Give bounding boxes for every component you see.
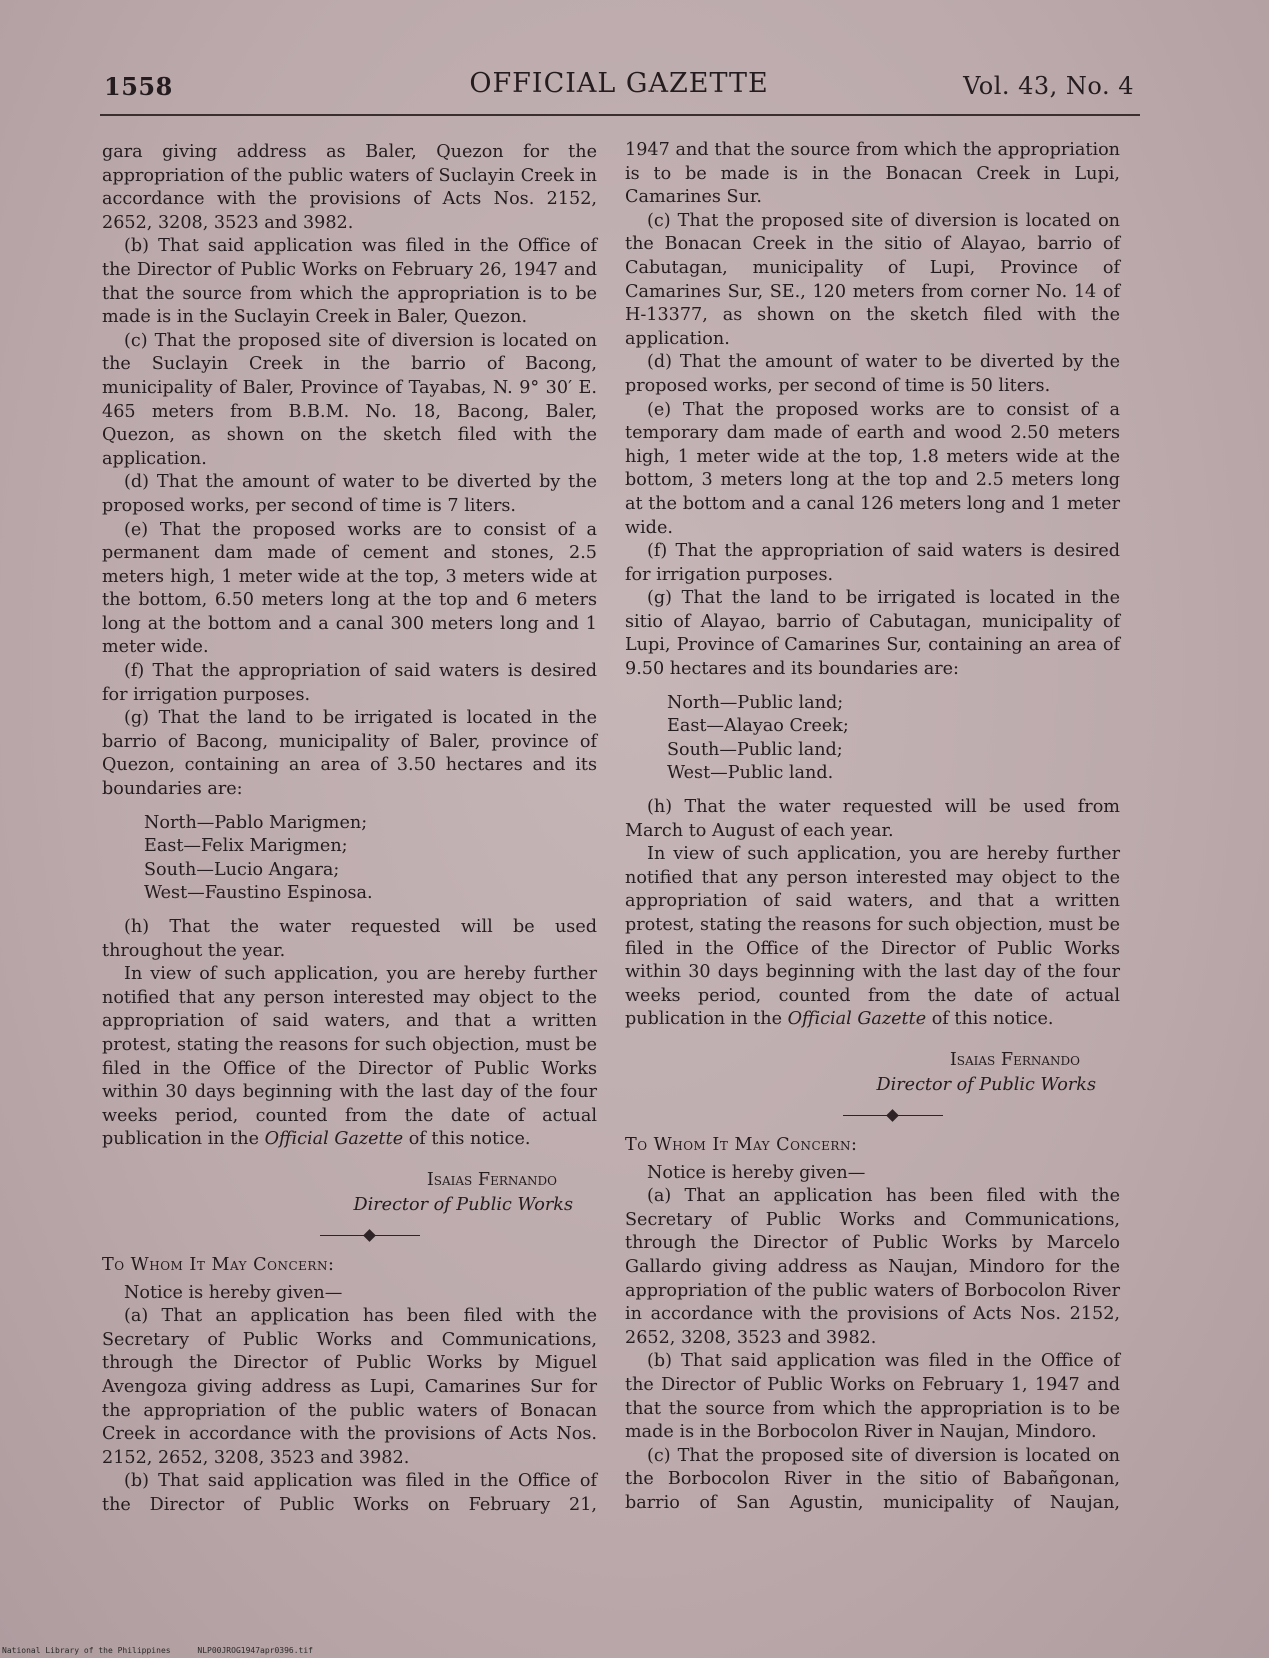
signatory-title: Director of Public Works bbox=[353, 1194, 573, 1215]
paragraph: (e) That the proposed works are to consist of a temporary dam made of earth and wood 2.50 meters high, 1 meter wide at the top, 1.8 meters wide at the bottom, 3 meters long at the top and 2.5 meters long at the bottom and a canal 126 meters long and 1 meter wide. bbox=[625, 399, 1120, 538]
notice-heading: To Whom It May Concern: bbox=[625, 1134, 858, 1155]
boundary-item: South—Public land; bbox=[667, 739, 843, 760]
paragraph: (f) That the appropriation of said waters is desired for irrigation purposes. bbox=[102, 661, 597, 705]
library-credit: National Library of the Philippines bbox=[2, 1646, 171, 1655]
paragraph: (b) That said application was filed in the Office of the Director of Public Works on February 1, 1947 and that the source from which the appropriation is to be made is in the Borbocolon River in Naujan, Mindoro. bbox=[625, 1351, 1120, 1443]
paragraph-text: of this notice. bbox=[403, 1129, 531, 1150]
paragraph: Notice is hereby given— bbox=[124, 1282, 343, 1303]
signatory-name: Isaias Fernando bbox=[426, 1169, 557, 1190]
page-number: 1558 bbox=[104, 72, 173, 101]
paragraph: 1947 and that the source from which the appropriation is to be made is in the Bonacan Creek in Lupi, Camarines Sur. bbox=[625, 140, 1120, 208]
boundary-item: East—Alayao Creek; bbox=[667, 716, 849, 737]
paragraph: (d) That the amount of water to be diverted by the proposed works, per second of time is 50 liters. bbox=[625, 352, 1120, 396]
paragraph: (b) That said application was filed in the Office of the Director of Public Works on February 26, 1947 and that the source from which the appropriation is to be made is in the Suclayin Creek in Baler, Quezon. bbox=[102, 236, 597, 328]
paragraph bbox=[625, 843, 1120, 1032]
boundary-item: West—Faustino Espinosa. bbox=[144, 883, 373, 904]
paragraph: (d) That the amount of water to be diverted by the proposed works, per second of time is 7 liters. bbox=[102, 472, 597, 516]
section-ornament bbox=[625, 1106, 1120, 1126]
signature-block bbox=[102, 1168, 597, 1218]
volume-number: Vol. 43, No. 4 bbox=[963, 72, 1134, 100]
header-rule bbox=[100, 114, 1140, 116]
paragraph: Notice is hereby given— bbox=[647, 1162, 866, 1183]
boundary-item: North—Pablo Marigmen; bbox=[144, 812, 368, 833]
ornament-diamond-icon bbox=[363, 1229, 376, 1242]
boundary-list bbox=[144, 812, 597, 906]
left-column bbox=[102, 141, 597, 1517]
paragraph: (g) That the land to be irrigated is located in the sitio of Alayao, barrio of Cabutagan, municipality of Lupi, Province of Camarines Sur, containing an area of 9.50 hectares and its boundaries are: bbox=[625, 588, 1120, 680]
boundary-item: North—Public land; bbox=[667, 692, 844, 713]
paragraph: gara giving address as Baler, Quezon for the appropriation of the public waters of Suclayin Creek in accordance with the provisions of Acts Nos. 2152, 2652, 3208, 3523 and 3982. bbox=[102, 142, 597, 233]
boundary-list bbox=[667, 692, 1120, 786]
paragraph-text: In view of such application, you are hereby further notified that any person interested may object to the appropriation of said waters, and that a written protest, stating the reasons for such objection, must be filed in the Office of the Director of Public Works within 30 days beginning with the last day of the four weeks period, counted from the date of actual publication in the bbox=[625, 844, 1120, 1030]
gazette-italic: Official Gazette bbox=[264, 1129, 404, 1150]
paragraph: (f) That the appropriation of said waters is desired for irrigation purposes. bbox=[625, 541, 1120, 585]
paragraph: (a) That an application has been filed with the Secretary of Public Works and Communications, through the Director of Public Works by Marcelo Gallardo giving address as Naujan, Mindoro for the appropriation of the public waters of Borbocolon River in accordance with the provisions of Acts Nos. 2152, 2652, 3208, 3523 and 3982. bbox=[625, 1186, 1120, 1348]
boundary-item: East—Felix Marigmen; bbox=[144, 836, 348, 857]
scan-footer bbox=[2, 1646, 335, 1655]
paragraph: (h) That the water requested will be used throughout the year. bbox=[102, 917, 597, 961]
paragraph: (e) That the proposed works are to consist of a permanent dam made of cement and stones, 2.5 meters high, 1 meter wide at the top, 3 meters wide at the bottom, 6.50 meters long at the top and 6 meters long at the bottom and a canal 300 meters long and 1 meter wide. bbox=[102, 519, 597, 658]
paragraph: (c) That the proposed site of diversion is located on the Borbocolon River in the sitio of Babañgonan, barrio of San Agustin, municipality of Naujan, bbox=[625, 1445, 1120, 1513]
signatory-name: Isaias Fernando bbox=[949, 1049, 1080, 1070]
boundary-item: West—Public land. bbox=[667, 763, 834, 784]
notice-heading: To Whom It May Concern: bbox=[102, 1254, 335, 1275]
page-header bbox=[104, 68, 1134, 108]
paragraph: (b) That said application was filed in the Office of the Director of Public Works on February 21, bbox=[102, 1471, 597, 1515]
signature-block bbox=[625, 1048, 1120, 1098]
paragraph-text: In view of such application, you are hereby further notified that any person interested may object to the appropriation of said waters, and that a written protest, stating the reasons for such objection, must be filed in the Office of the Director of Public Works within 30 days beginning with the last day of the four weeks period, counted from the date of actual publication in the bbox=[102, 964, 597, 1150]
section-ornament bbox=[102, 1226, 597, 1246]
scan-filename: NLP00JROG1947apr0396.tif bbox=[197, 1646, 313, 1655]
right-column bbox=[625, 139, 1120, 1515]
gazette-italic: Official Gazette bbox=[787, 1009, 927, 1030]
paragraph: (a) That an application has been filed with the Secretary of Public Works and Communications, through the Director of Public Works by Miguel Avengoza giving address as Lupi, Camarines Sur for the appropriation of the public waters of Bonacan Creek in accordance with the provisions of Acts Nos. 2152, 2652, 3208, 3523 and 3982. bbox=[102, 1306, 597, 1468]
paragraph: (c) That the proposed site of diversion is located on the Bonacan Creek in the sitio of Alayao, barrio of Cabutagan, municipality of Lupi, Province of Camarines Sur, SE., 120 meters from corner No. 14 of H-13377, as shown on the sketch filed with the application. bbox=[625, 210, 1120, 349]
ornament-diamond-icon bbox=[886, 1109, 899, 1122]
paragraph: (c) That the proposed site of diversion is located on the Suclayin Creek in the barrio of Bacong, municipality of Baler, Province of Tayabas, N. 9° 30′ E. 465 meters from B.B.M. No. 18, Bacong, Baler, Quezon, as shown on the sketch filed with the application. bbox=[102, 330, 597, 469]
paragraph bbox=[102, 963, 597, 1152]
boundary-item: South—Lucio Angara; bbox=[144, 859, 340, 880]
signatory-title: Director of Public Works bbox=[876, 1074, 1096, 1095]
publication-title: OFFICIAL GAZETTE bbox=[469, 68, 769, 99]
paragraph-text: of this notice. bbox=[926, 1009, 1054, 1030]
paragraph: (g) That the land to be irrigated is located in the barrio of Bacong, municipality of Baler, province of Quezon, containing an area of 3.50 hectares and its boundaries are: bbox=[102, 708, 597, 800]
paragraph: (h) That the water requested will be used from March to August of each year. bbox=[625, 797, 1120, 841]
